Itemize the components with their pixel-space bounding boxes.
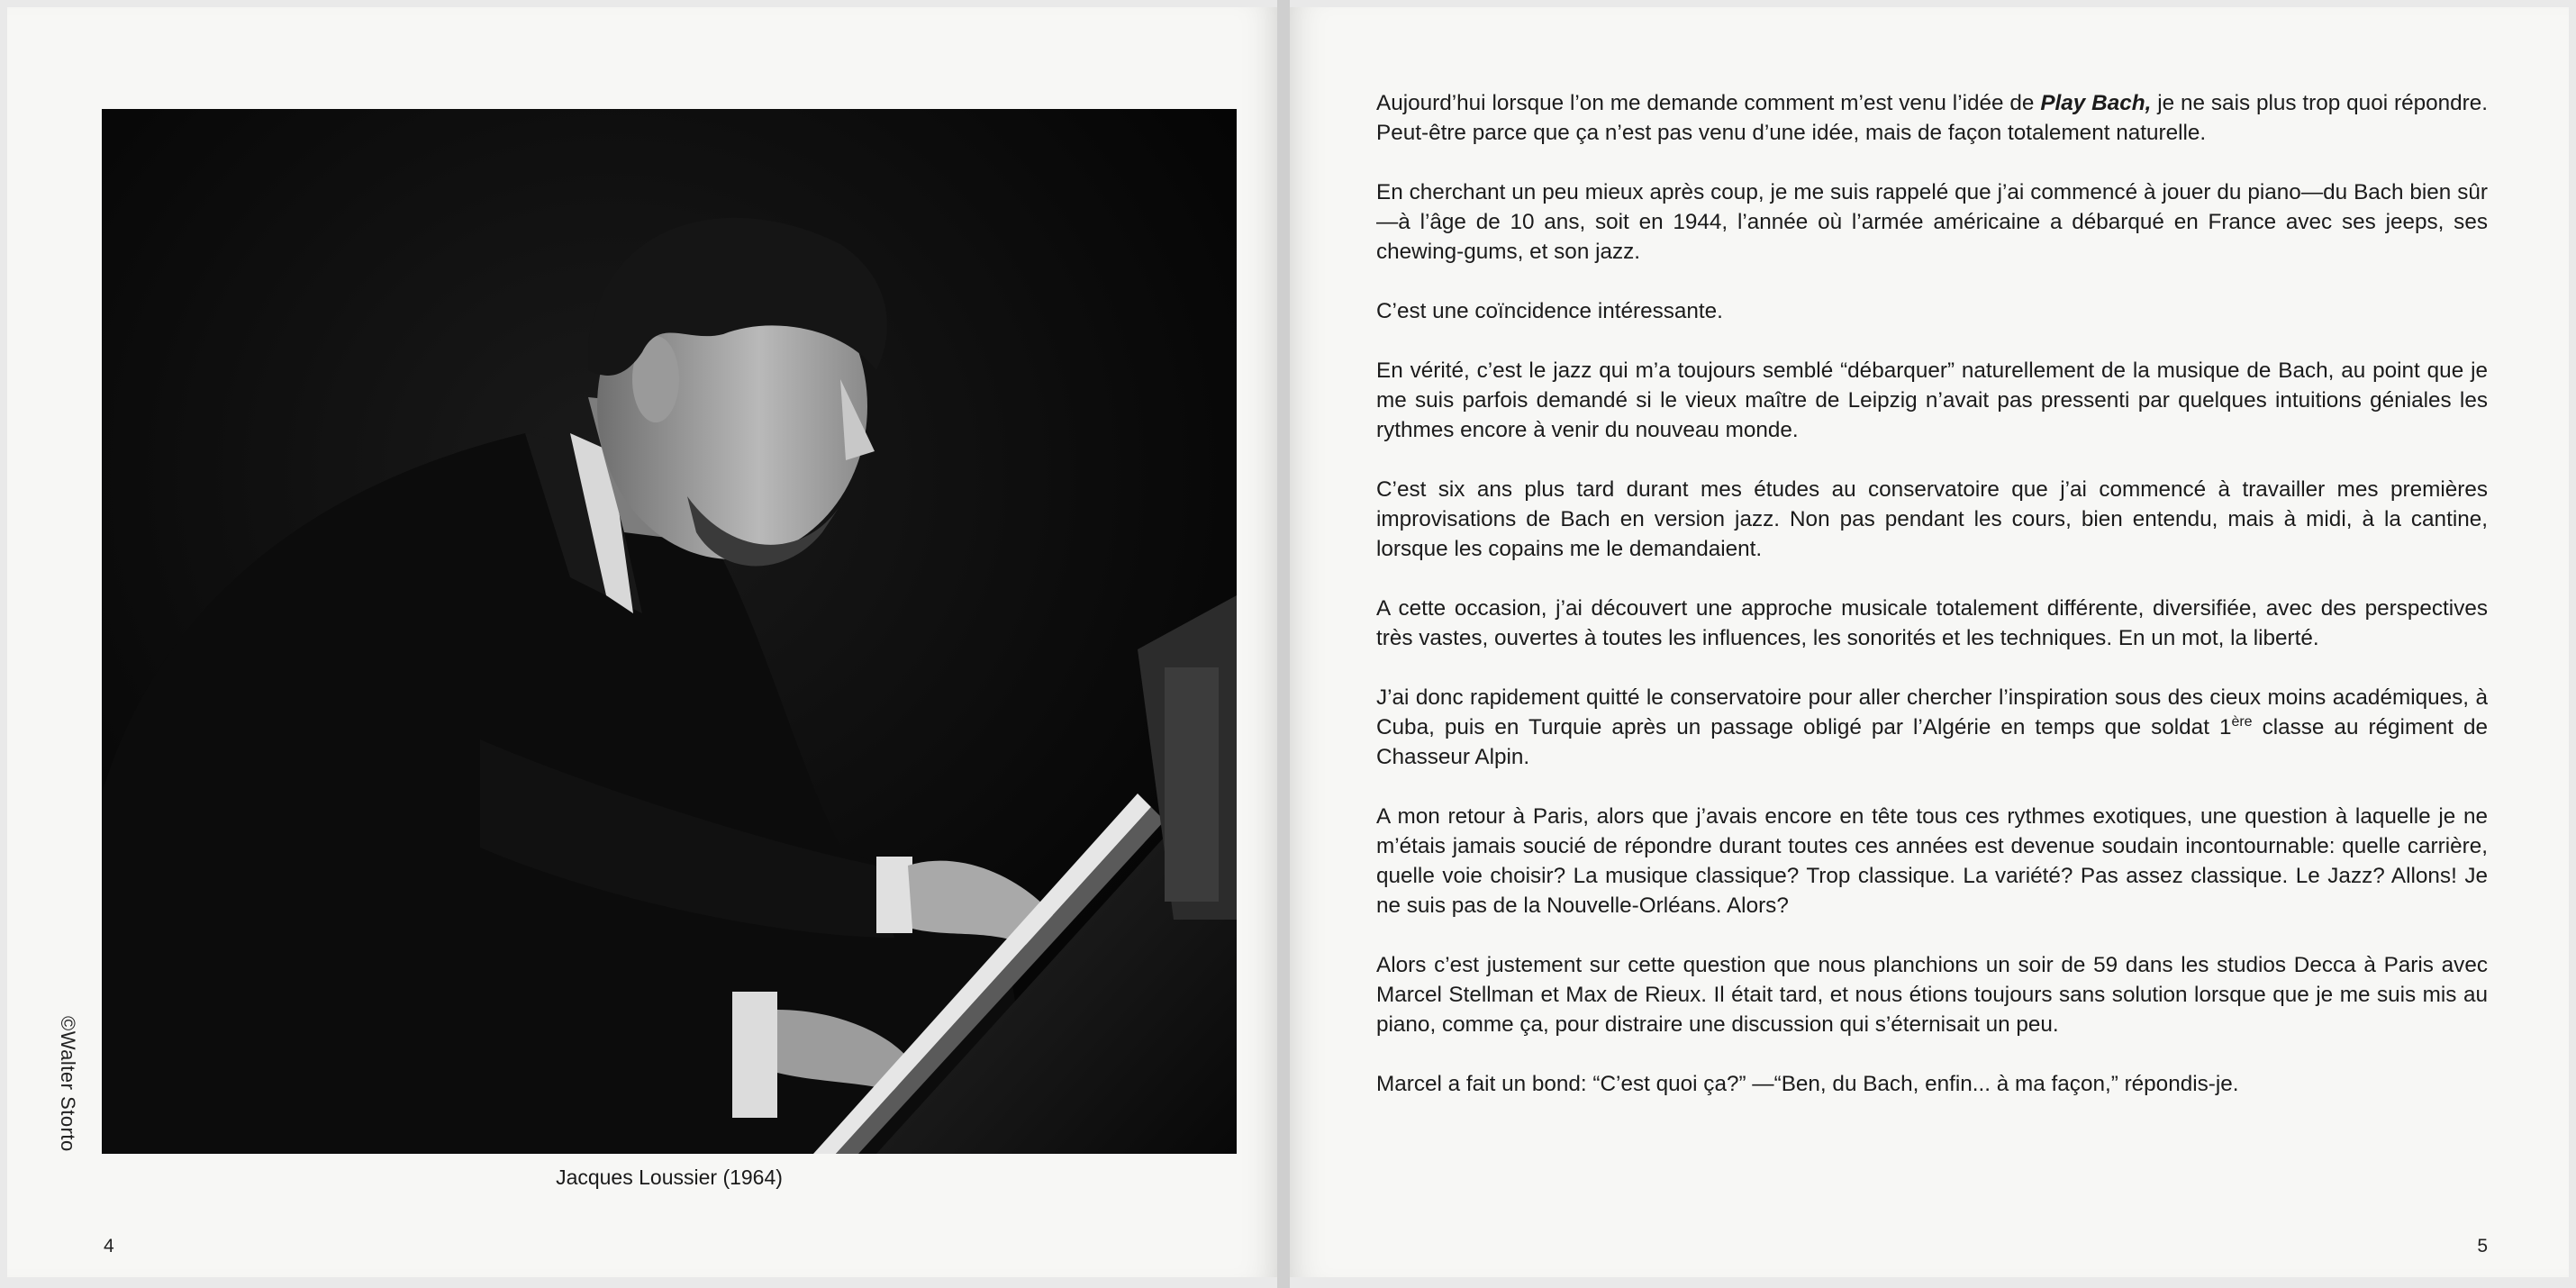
paragraph: J’ai donc rapidement quitté le conservatoire pour aller chercher l’inspiration sous des cieux moins académiques, à Cuba, puis en Turquie après un passage obligé par l’Algérie en temps que soldat 1ère classe au régiment de Chasseur Alpin. bbox=[1376, 685, 2488, 769]
book-gutter bbox=[1277, 0, 1290, 1288]
pianist-photo-illustration bbox=[102, 109, 1237, 1154]
page-number-right: 5 bbox=[2477, 1236, 2488, 1256]
left-page bbox=[7, 7, 1277, 1277]
paragraph: Aujourd’hui lorsque l’on me demande comment m’est venu l’idée de Play Bach, je ne sais plus trop quoi répondre. Peut-être parce que ça n’est pas venu d’une idée, mais de façon totalement naturelle. bbox=[1376, 91, 2488, 145]
paragraph: En vérité, c’est le jazz qui m’a toujours semblé “débarquer” naturellement de la musique de Bach, au point que je me suis parfois demandé si le vieux maître de Leipzig n’avait pas pressenti par quelques intuitions géniales les rythmes encore à venir du nouveau monde. bbox=[1376, 358, 2488, 442]
photo-caption: Jacques Loussier (1964) bbox=[556, 1166, 783, 1189]
liner-notes-text bbox=[1376, 88, 2488, 1129]
paragraph: Alors c’est justement sur cette question que nous planchions un soir de 59 dans les studios Decca à Paris avec Marcel Stellman et Max de Rieux. Il était tard, et nous étions toujours sans solution lorsque que je me suis mis au piano, comme ça, pour distraire une discussion qui s’éternisait un peu. bbox=[1376, 953, 2488, 1037]
page-number-left: 4 bbox=[104, 1236, 114, 1256]
album-title-emphasis: Play Bach, bbox=[2040, 91, 2152, 115]
photo-credit: ©Walter Storto bbox=[57, 1016, 79, 1152]
paragraph: En cherchant un peu mieux après coup, je me suis rappelé que j’ai commencé à jouer du piano—du Bach bien sûr—à l’âge de 10 ans, soit en 1944, l’année où l’armée américaine a débarqué en France avec ses jeeps, ses chewing-gums, et son jazz. bbox=[1376, 180, 2488, 264]
right-page bbox=[1290, 7, 2569, 1277]
superscript: ère bbox=[2231, 713, 2253, 730]
paragraph: C’est six ans plus tard durant mes études au conservatoire que j’ai commencé à travailler mes premières improvisations de Bach en version jazz. Non pas pendant les cours, bien entendu, mais à midi, à la cantine, lorsque les copains me le demandaient. bbox=[1376, 477, 2488, 561]
paragraph: C’est une coïncidence intéressante. bbox=[1376, 299, 1723, 323]
paragraph: A cette occasion, j’ai découvert une approche musicale totalement différente, diversifiée, avec des perspectives très vastes, ouvertes à toutes les influences, les sonorités et les techniques. En un mot, la liberté. bbox=[1376, 596, 2488, 650]
paragraph: A mon retour à Paris, alors que j’avais encore en tête tous ces rythmes exotiques, une question à laquelle je ne m’étais jamais soucié de répondre durant toutes ces années est devenue soudain incontournable: quelle carrière, quelle voie choisir? La musique classique? Trop classique. La variété? Pas assez classique. Le Jazz? Allons! Je ne suis pas de la Nouvelle-Orléans. Alors? bbox=[1376, 804, 2488, 918]
paragraph: Marcel a fait un bond: “C’est quoi ça?” —“Ben, du Bach, enfin... à ma façon,” répondis-je. bbox=[1376, 1072, 2239, 1096]
pianist-photo bbox=[102, 109, 1237, 1154]
